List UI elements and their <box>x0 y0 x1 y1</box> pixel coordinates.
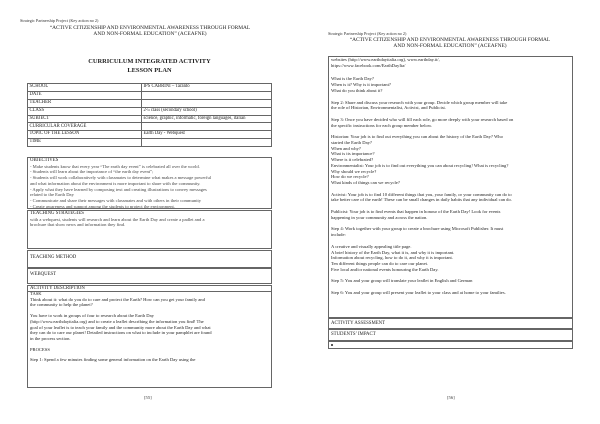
table-row: CURRICULAR COVERAGE <box>28 123 272 131</box>
page-number: [55] <box>144 395 152 400</box>
step-4: Step 4: Work together with your group to create a brochure using Microsoft Publisher. It must <box>331 226 504 232</box>
list-item: A creative and visually appealing title page. <box>331 243 412 249</box>
doc-title: CURRICULUM INTEGRATED ACTIVITY LESSON PLAN <box>88 58 211 74</box>
teaching-method-section <box>27 250 272 268</box>
list-item: Ten different things people can do to care our planet. <box>331 260 429 266</box>
project-title: “ACTIVE CITIZENSHIP AND ENVIRONMENTAL AWARENESS THROUGH FORMAL AND NON-FORMAL EDUCATION” (ACEAFNE) <box>349 37 551 50</box>
activist-role: Activist: Your job is to find 10 different things that you, your family, or your community can do to <box>331 191 512 197</box>
table-row: TEACHER <box>28 99 272 107</box>
teaching-strategies-section: TEACHING STRATEGIES with a webquest, students will research and learn about the Earth Day and create a padlet and a brochure that show news and information they find. <box>27 210 272 249</box>
activity-heading: ACTIVITY DESCRIPTION <box>30 286 85 291</box>
table-row: CLASS 2-5 class (secondary school) <box>28 107 272 115</box>
objectives-heading: OBJECTIVES <box>30 158 59 163</box>
assessment-section <box>328 318 573 329</box>
table-row: TOPIC OF THE LESSON Earth Day - Webquest <box>28 131 272 139</box>
lesson-info-table <box>27 83 272 147</box>
impact-heading: STUDENTS’ IMPACT <box>331 332 376 337</box>
list-item: Information about recycling, how to do it, and why it is important. <box>331 255 453 261</box>
activity-continued: websites (http://www.earthdayitalia.org), www.earthday.it/, https://www.facebook.com/EarthDayIta/ What is the Earth Day? When is it? Why is it important? What do you think about it? Step 2: Share and discuss your research with your group. Decide which group member will take the role of Historian, Environmentalist, Activist, and Publicist. Step 3: Once you have decided who will fill each role, go more deeply with your research based on the specific instructions for each group member below. Historian: Your job is to find out everything you can about the history of the Earth Day? Who started the Earth Day? When and why? What is its importance? Where is it celebrated? Environmentalist: Your job is to find out everything you can about recycling! What is recycling? Why should we recycle? How do we recycle? What kinds of things can we recycle? Activist: Your job is to find 10 different things that you, your family, or your community can do to take better care of the earth! These can be small changes in daily habits that any individual can do. Publicist: Your job is to find events that happen in honour of the Earth Day! Look for events happening in your community and across the nation. Step 4: Work together with your group to create a brochure using Microsoft Publisher. It must include: A creative and visually appealing title page. A brief history of the Earth Day, what it is, and why it is important. Information about recycling, how to do it, and why it is important. Ten different things people can do to care our planet. Five local and/or national events honouring the Earth Day. Step 5: You and your group will translate your leaflet in English and German Step 6: You and your group will present your leaflet to your class and at home to your families. <box>328 56 573 318</box>
websites-line: websites (http://www.earthdayitalia.org), www.earthday.it/, <box>331 57 440 62</box>
environmentalist-role: Environmentalist: Your job is to find out everything you can about recycling! What is recycling? <box>331 162 509 168</box>
method-heading: TEACHING METHOD <box>30 255 77 260</box>
page-56 <box>300 0 600 424</box>
task-label: TASK <box>30 291 42 296</box>
step-5: Step 5: You and your group will translate your leaflet in English and German <box>331 278 473 284</box>
page-number: [56] <box>447 395 455 400</box>
historian-role: Historian: Your job is to find out everything you can about the history of the Earth Day? Who <box>331 134 503 140</box>
list-item: Five local and/or national events honouring the Earth Day. <box>331 266 439 272</box>
project-label: Strategic Partnership Project (Key action no 2) <box>20 18 99 23</box>
assessment-heading: ACTIVITY ASSESSMENT <box>331 321 386 326</box>
table-row: SUBJECT science, graphic, informatic, foreign languages, italian <box>28 115 272 123</box>
impact-list <box>328 341 573 349</box>
table-row: TIME <box>28 139 272 147</box>
bullet-icon <box>331 344 333 346</box>
list-item: A brief history of the Earth Day, what it is, and why it is important. <box>331 249 455 255</box>
table-row: DATE <box>28 91 272 99</box>
step-6: Step 6: You and your group will present your leaflet to your class and at home to your families. <box>331 290 506 296</box>
teaching-method-value: WEBQUEST <box>27 268 272 284</box>
impact-section <box>328 329 573 341</box>
publicist-role: Publicist: Your job is to find events that happen in honour of the Earth Day! Look for events <box>331 209 501 215</box>
process-label: PROCESS <box>30 346 50 352</box>
project-label: Strategic Partnership Project (Key action no 2) <box>328 31 407 36</box>
activity-description: TASK Think about it: what do you do to care and protect the Earth? How can you get your family and the community to help the planet? You have to work in groups of four to research about the Earth Day (http://www.earthdayitalia.org) and to create a leaflet describing the information you find! The goal of your leaflet is to teach your family and the community more about the Earth Day and what they can do to care our planet! Detailed instructions on what to include in your pamphlet are found in the process section. PROCESS Step 1: Spend a few minutes finding some general information on the Earth Day using the <box>27 291 272 388</box>
step-3: Step 3: Once you have decided who will fill each role, go more deeply with your research based on <box>331 116 514 122</box>
project-title: “ACTIVE CITIZENSHIP AND ENVIRONMENTAL AWARENESS THROUGH FORMAL AND NON-FORMAL EDUCATION” (ACEAFNE) <box>49 25 251 38</box>
objectives-section: OBJECTIVES - Make students know that every year “The earth day event” is celebrated all over the world. - Students will learn about the importance of “the earth day event”; - Students will work collaboratively with classmates to determine what makes a message powerful and what information about the environment is more important to share with the community. - Apply what they have learned by composing text and creating illustrations to convey messages related to the Earth Day - Communicate and share their messages with classmates and with others in their community - Create awareness and support among the students to protect the environment. <box>27 157 272 209</box>
table-row: SCHOOL IPS CABRINI – Taranto <box>28 84 272 92</box>
step-2: Step 2: Share and discuss your research with your group. Decide which group member will take <box>331 99 508 105</box>
strategies-heading: TEACHING STRATEGIES <box>30 211 84 216</box>
